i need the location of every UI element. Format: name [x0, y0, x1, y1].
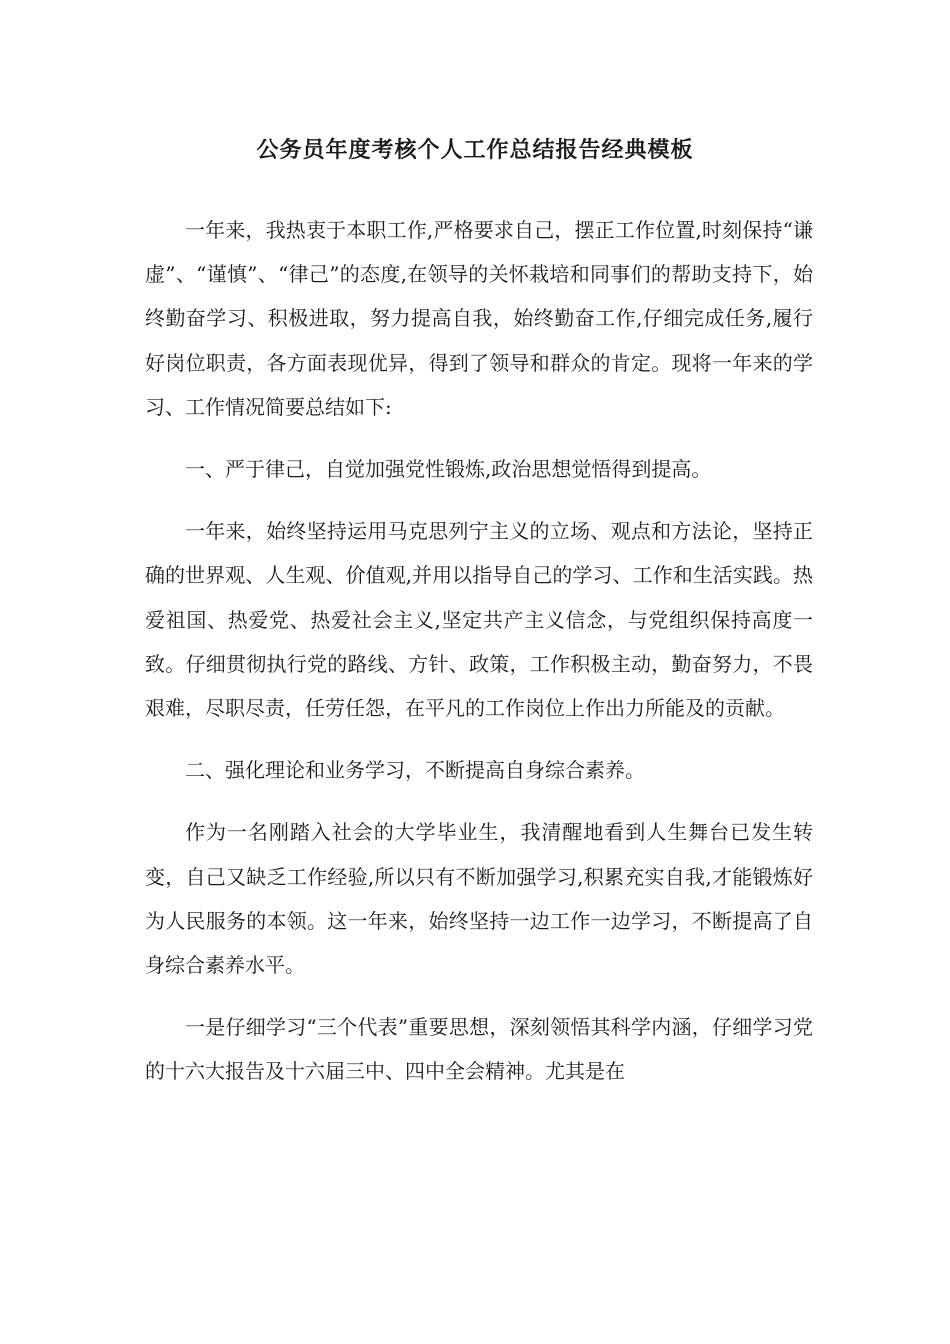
- paragraph-section-2: 作为一名刚踏入社会的大学毕业生，我清醒地看到人生舞台已发生转变，自己又缺乏工作经验,所以只有不断加强学习,积累充实自我,才能锻炼好为人民服务的本领。这一年来，始终坚持一边工作一边学习，不断提高了自身综合素养水平。: [145, 820, 813, 978]
- document-body: [145, 208, 813, 1112]
- paragraph-point-1: 一是仔细学习“三个代表”重要思想，深刻领悟其科学内涵，仔细学习党的十六大报告及十六届三中、四中全会精神。尤其是在: [145, 1015, 813, 1084]
- section-heading-1: 一、严于律己，自觉加强党性锻炼,政治思想觉悟得到提高。: [185, 457, 712, 482]
- paragraph-section-1: 一年来，始终坚持运用马克思列宁主义的立场、观点和方法论，坚持正确的世界观、人生观、价值观,并用以指导自己的学习、工作和生活实践。热爱祖国、热爱党、热爱社会主义,坚定共产主义信念，与党组织保持高度一致。仔细贯彻执行党的路线、方针、政策，工作积极主动，勤奋努力，不畏艰难，尽职尽责，任劳任怨，在平凡的工作岗位上作出力所能及的贡献。: [145, 519, 813, 721]
- section-heading-2: 二、强化理论和业务学习，不断提高自身综合素养。: [185, 758, 645, 783]
- document-title: 公务员年度考核个人工作总结报告经典模板: [256, 137, 694, 163]
- paragraph-intro: 一年来，我热衷于本职工作,严格要求自己，摆正工作位置,时刻保持“谦虚”、“谨慎”、“律己”的态度,在领导的关怀栽培和同事们的帮助支持下，始终勤奋学习、积极进取，努力提高自我，始终勤奋工作,仔细完成任务,履行好岗位职责，各方面表现优异，得到了领导和群众的肯定。现将一年来的学习、工作情况简要总结如下:: [145, 218, 813, 419]
